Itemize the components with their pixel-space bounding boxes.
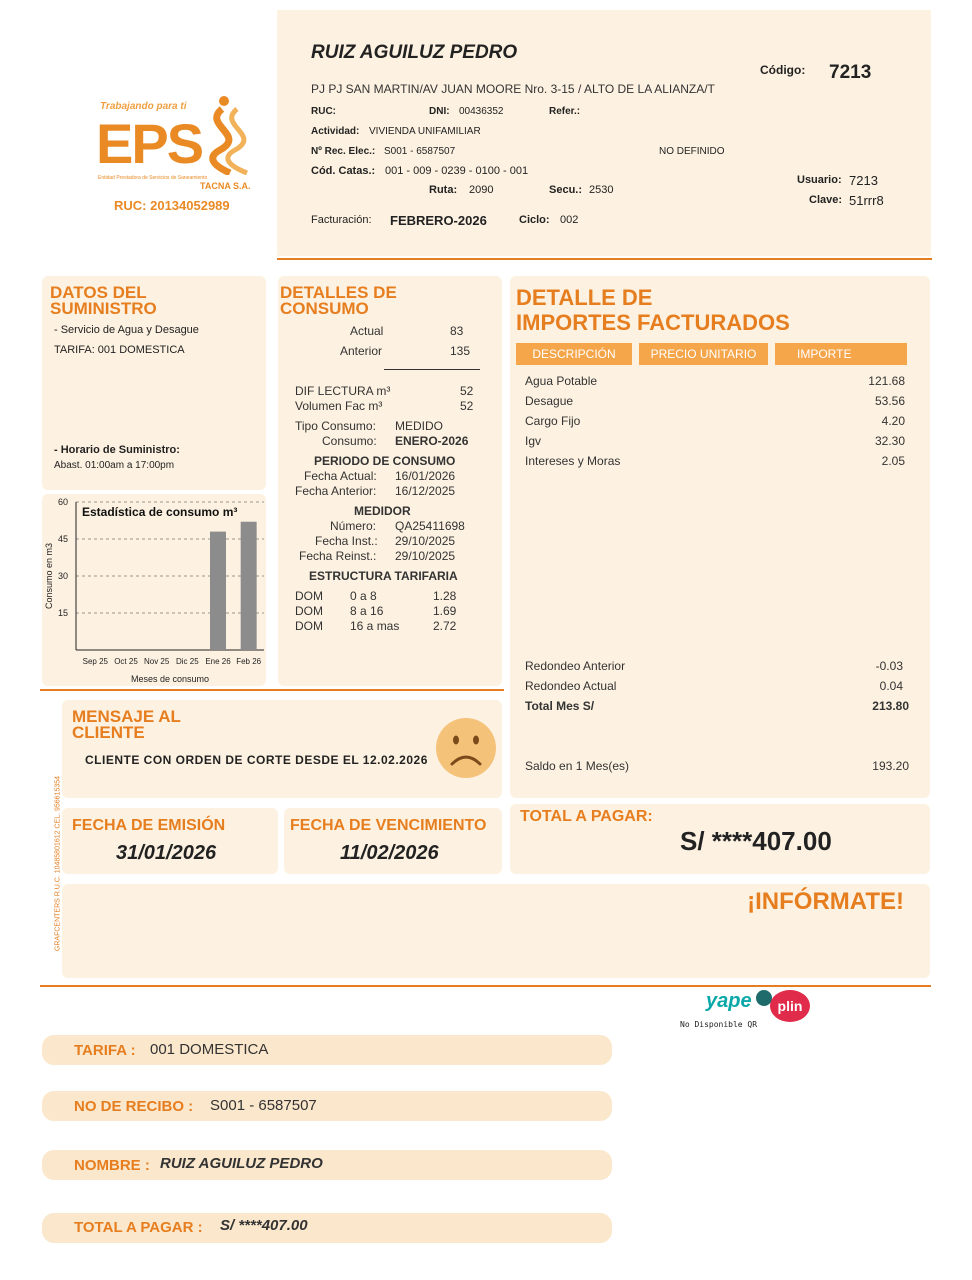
informate-panel xyxy=(62,884,930,978)
anterior-value: 135 xyxy=(450,344,471,358)
secu-value: 2530 xyxy=(589,184,614,196)
tarifa-precio: 1.69 xyxy=(433,604,457,618)
col-importe: IMPORTE xyxy=(775,343,907,365)
chart-xtick-label: Nov 25 xyxy=(143,657,170,666)
chart-ytick-label: 15 xyxy=(57,608,68,618)
importe-value: 2.05 xyxy=(881,454,905,468)
chart-xtick-label: Dic 25 xyxy=(175,657,199,666)
company-ruc: RUC: 20134052989 xyxy=(114,198,230,213)
importe-desc: Desague xyxy=(525,394,574,408)
emision-panel xyxy=(62,808,278,874)
servicio: - Servicio de Agua y Desague xyxy=(54,324,199,336)
customer-name: RUIZ AGUILUZ PEDRO xyxy=(311,42,518,63)
medidor-title: MEDIDOR xyxy=(354,504,411,518)
total-mes-value: 213.80 xyxy=(872,699,909,713)
consumo-title-1: DETALLES DE xyxy=(280,283,397,302)
importes-title-1: DETALLE DE xyxy=(516,285,653,310)
yape-logo xyxy=(706,990,772,1013)
fecha-actual-value: 16/01/2026 xyxy=(395,469,456,483)
ciclo-value: 002 xyxy=(560,214,579,226)
logo-city: TACNA S.A. xyxy=(200,181,251,191)
importe-value: 121.68 xyxy=(868,374,905,388)
fecha-actual-label: Fecha Actual: xyxy=(304,469,377,483)
fecha-inst-label: Fecha Inst.: xyxy=(315,534,378,548)
suministro-panel xyxy=(42,276,266,490)
mensaje-title-2: CLIENTE xyxy=(72,723,145,742)
bottom-nombre-value: RUIZ AGUILUZ PEDRO xyxy=(160,1155,323,1172)
logo-subtitle: Entidad Prestadora de Servicios de Saneamiento xyxy=(98,175,208,181)
tarifa-precio: 2.72 xyxy=(433,619,457,633)
estructura-title: ESTRUCTURA TARIFARIA xyxy=(309,569,458,583)
chart-ytick-label: 45 xyxy=(57,534,68,544)
codigo-value: 7213 xyxy=(829,62,872,83)
vol-label: Volumen Fac m³ xyxy=(295,399,383,413)
total-panel xyxy=(510,804,930,874)
fecha-inst-value: 29/10/2025 xyxy=(395,534,456,548)
bottom-total-label: TOTAL A PAGAR : xyxy=(74,1219,203,1236)
fecha-reinst-value: 29/10/2025 xyxy=(395,549,456,563)
consumo-title-2: CONSUMO xyxy=(280,299,369,318)
chart-ytick-label: 60 xyxy=(57,497,68,507)
chart-xtick-label: Oct 25 xyxy=(114,657,138,666)
vencimiento-label: FECHA DE VENCIMIENTO xyxy=(290,817,487,834)
importe-desc: Intereses y Moras xyxy=(525,454,621,468)
sad-face-icon xyxy=(434,716,498,780)
bottom-nombre-label: NOMBRE : xyxy=(74,1157,150,1174)
side-text: GRAFCENTERS R.U.C. 10485801612 CEL. 956615354 xyxy=(54,775,62,952)
chart-title: Estadística de consumo m³ xyxy=(82,505,238,519)
total-label: TOTAL A PAGAR: xyxy=(520,808,653,825)
importe-row xyxy=(525,454,905,468)
consumo-chart-panel xyxy=(42,494,266,686)
middle-divider xyxy=(40,689,504,691)
header-panel xyxy=(277,10,931,256)
consumo-mes-label: Consumo: xyxy=(322,434,377,448)
codigo-label: Código: xyxy=(760,63,806,77)
saldo-value: 193.20 xyxy=(872,759,909,773)
plin-text: plin xyxy=(777,998,803,1014)
bottom-recibo-label: NO DE RECIBO : xyxy=(74,1098,194,1115)
col-precio-unitario: PRECIO UNITARIO xyxy=(639,343,768,365)
chart-xtick-label: Sep 25 xyxy=(82,657,109,666)
chart-xtick-label: Feb 26 xyxy=(236,657,262,666)
no-definido: NO DEFINIDO xyxy=(659,146,725,157)
mensaje-text: CLIENTE CON ORDEN DE CORTE DESDE EL 12.02.2026 xyxy=(85,753,428,767)
header-divider xyxy=(277,258,932,260)
total-mes-label: Total Mes S/ xyxy=(525,699,595,713)
bottom-total-value: S/ ****407.00 xyxy=(220,1217,308,1234)
tarifa-tipo: DOM xyxy=(295,589,323,603)
total-value: S/ ****407.00 xyxy=(680,826,832,856)
emision-value: 31/01/2026 xyxy=(116,842,217,864)
horario-value: Abast. 01:00am a 17:00pm xyxy=(54,460,175,471)
chart-bar xyxy=(241,522,257,650)
ruc-label: RUC: xyxy=(311,106,336,117)
saldo-label: Saldo en 1 Mes(es) xyxy=(525,759,630,773)
vencimiento-value: 11/02/2026 xyxy=(340,842,439,864)
fecha-anterior-value: 16/12/2025 xyxy=(395,484,456,498)
col-descripcion: DESCRIPCIÓN xyxy=(516,343,632,365)
anterior-label: Anterior xyxy=(340,344,383,358)
yape-text: yape xyxy=(706,990,752,1012)
numero-label: Número: xyxy=(330,519,377,533)
saldo-row xyxy=(525,759,909,773)
usuario-value: 7213 xyxy=(849,173,878,188)
importe-value: 32.30 xyxy=(874,434,905,448)
redondeo-actual-label: Redondeo Actual xyxy=(525,679,617,693)
refer-label: Refer.: xyxy=(549,106,581,117)
cod-catas-value: 001 - 009 - 0239 - 0100 - 001 xyxy=(385,165,529,177)
dni-value: 00436352 xyxy=(459,106,504,117)
ruta-label: Ruta: xyxy=(429,184,458,196)
importe-desc: Agua Potable xyxy=(525,374,598,388)
tarifa-rango: 16 a mas xyxy=(350,619,400,633)
facturacion-label: Facturación: xyxy=(311,214,372,226)
logo xyxy=(92,95,262,220)
clave-label: Clave: xyxy=(809,194,843,206)
suministro-title-2: SUMINISTRO xyxy=(50,299,157,318)
numero-value: QA25411698 xyxy=(395,519,465,533)
chart-ylabel: Consumo en m3 xyxy=(44,542,54,610)
tarifa: TARIFA: 001 DOMESTICA xyxy=(54,344,185,356)
tipo-value: MEDIDO xyxy=(395,419,443,433)
vencimiento-panel xyxy=(284,808,502,874)
ruta-value: 2090 xyxy=(469,184,494,196)
chart-bar xyxy=(210,532,226,650)
secu-label: Secu.: xyxy=(549,184,583,196)
importe-value: 53.56 xyxy=(874,394,905,408)
chart-ytick-label: 30 xyxy=(57,571,68,581)
bottom-tarifa xyxy=(42,1035,612,1065)
bottom-nombre xyxy=(42,1150,612,1180)
bottom-recibo xyxy=(42,1091,612,1121)
mensaje-title-1: MENSAJE AL xyxy=(72,707,181,726)
logo-swoosh-icon xyxy=(192,95,262,175)
redondeo-anterior-value: -0.03 xyxy=(875,659,903,673)
tarifa-rango: 0 a 8 xyxy=(350,589,377,603)
consumo-divider xyxy=(384,369,480,370)
plin-logo xyxy=(770,990,810,1022)
cod-catas-label: Cód. Catas.: xyxy=(311,165,376,177)
periodo-title: PERIODO DE CONSUMO xyxy=(314,454,456,468)
consumo-mes-value: ENERO-2026 xyxy=(395,434,469,448)
bottom-tarifa-label: TARIFA : xyxy=(74,1042,136,1059)
importes-panel xyxy=(510,276,930,798)
bottom-total xyxy=(42,1213,612,1243)
qr-note: No Disponible QR xyxy=(680,1020,758,1029)
redondeo-actual-row xyxy=(525,679,903,693)
actividad-label: Actividad: xyxy=(311,126,360,137)
clave-value: 51rrr8 xyxy=(849,193,884,208)
importe-row xyxy=(525,414,905,428)
usuario-label: Usuario: xyxy=(797,174,842,186)
bottom-recibo-value: S001 - 6587507 xyxy=(210,1097,317,1114)
horario-label: - Horario de Suministro: xyxy=(54,444,180,456)
importe-row xyxy=(525,374,905,388)
importe-value: 4.20 xyxy=(881,414,905,428)
facturacion-value: FEBRERO-2026 xyxy=(390,213,487,228)
fecha-anterior-label: Fecha Anterior: xyxy=(295,484,377,498)
tarifa-rango: 8 a 16 xyxy=(350,604,384,618)
importe-row xyxy=(525,434,905,448)
dif-value: 52 xyxy=(460,384,474,398)
chart-xlabel: Meses de consumo xyxy=(130,674,210,684)
actual-label: Actual xyxy=(350,324,384,338)
bottom-tarifa-value: 001 DOMESTICA xyxy=(150,1041,269,1058)
importe-row xyxy=(525,394,905,408)
logo-letters: EPS xyxy=(96,112,203,175)
total-mes-row xyxy=(525,699,909,713)
fecha-reinst-label: Fecha Reinst.: xyxy=(299,549,377,563)
rec-elec-value: S001 - 6587507 xyxy=(384,146,456,157)
consumo-panel xyxy=(278,276,502,686)
redondeo-anterior-label: Redondeo Anterior xyxy=(525,659,626,673)
bottom-divider xyxy=(40,985,931,987)
tipo-label: Tipo Consumo: xyxy=(295,419,376,433)
ciclo-label: Ciclo: xyxy=(519,214,550,226)
importes-title-2: IMPORTES FACTURADOS xyxy=(516,310,790,335)
importe-desc: Cargo Fijo xyxy=(525,414,581,428)
redondeo-actual-value: 0.04 xyxy=(879,679,903,693)
redondeo-anterior-row xyxy=(525,659,903,673)
logo-tagline: Trabajando para ti xyxy=(100,101,187,112)
consumo-chart xyxy=(42,494,266,686)
tarifa-precio: 1.28 xyxy=(433,589,457,603)
vol-value: 52 xyxy=(460,399,474,413)
tarifa-tipo: DOM xyxy=(295,619,323,633)
informate-title: ¡INFÓRMATE! xyxy=(747,888,904,915)
actual-value: 83 xyxy=(450,324,464,338)
importe-desc: Igv xyxy=(525,434,542,448)
suministro-title-1: DATOS DEL xyxy=(50,283,147,302)
dni-label: DNI: xyxy=(429,106,450,117)
actividad-value: VIVIENDA UNIFAMILIAR xyxy=(369,126,481,137)
address: PJ PJ SAN MARTIN/AV JUAN MOORE Nro. 3-15 / ALTO DE LA ALIANZA/T xyxy=(311,82,715,96)
mensaje-panel xyxy=(62,700,502,798)
dif-label: DIF LECTURA m³ xyxy=(295,384,391,398)
tarifa-tipo: DOM xyxy=(295,604,323,618)
emision-label: FECHA DE EMISIÓN xyxy=(72,817,226,834)
rec-elec-label: Nº Rec. Elec.: xyxy=(311,146,376,157)
chart-xtick-label: Ene 26 xyxy=(205,657,231,666)
